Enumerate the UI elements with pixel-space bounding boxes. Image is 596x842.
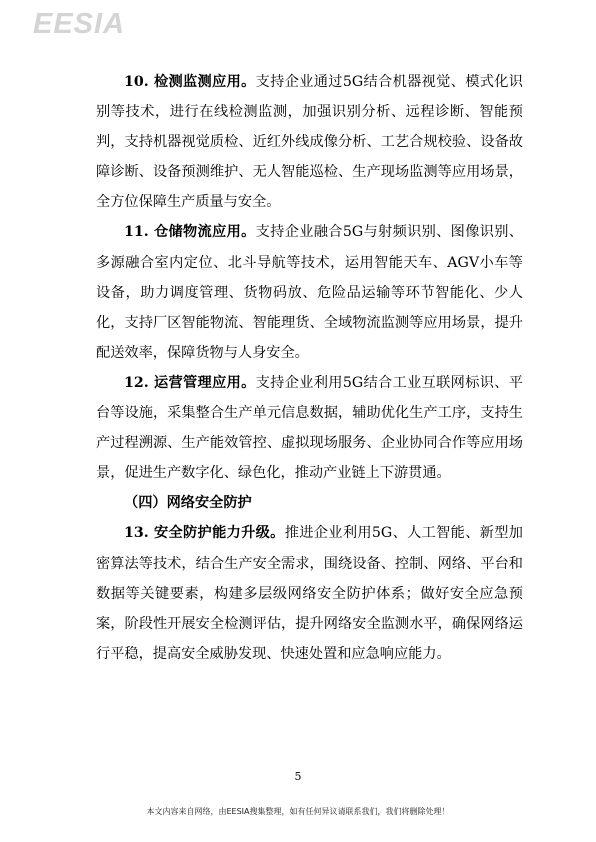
paragraph-item-13 [96,518,523,668]
item-11-body: 支持企业融合5G与射频识别、图像识别、多源融合室内定位、北斗导航等技术，运用智能天车、AGV小车等设备，助力调度管理、货物码放、危险品运输等环节智能化、少人化，支持厂区智能物流、智能理货、全域物流监测等应用场景，提升配送效率，保障货物与人身安全。 [96,224,523,361]
item-13-heading: 13. 安全防护能力升级。 [124,525,285,542]
eesia-logo: EESIA [33,8,126,40]
item-10-heading: 10. 检测监测应用。 [124,74,256,90]
item-10-body: 支持企业通过5G结合机器视觉、模式化识别等技术，进行在线检测监测，加强识别分析、远程诊断、智能预判，支持机器视觉质检、近红外线成像分析、工艺合规校验、设备故障诊断、设备预测维护、无人智能巡检、生产现场监测等应用场景，全方位保障生产质量与安全。 [96,74,523,211]
item-12-body: 支持企业利用5G结合工业互联网标识、平台等设施，采集整合生产单元信息数据，辅助优化生产工序，支持生产过程溯源、生产能效管控、虚拟现场服务、企业协同合作等应用场景，促进生产数字化、绿色化，推动产业链上下游贯通。 [96,374,523,482]
paragraph-item-11 [96,217,523,367]
document-body [96,67,523,669]
page-number: 5 [294,770,302,783]
item-12-heading: 12. 运营管理应用。 [124,374,256,391]
item-13-body: 推进企业利用5G、人工智能、新型加密算法等技术，结合生产安全需求，围绕设备、控制、网络、平台和数据等关键要素，构建多层级网络安全防护体系；做好安全应急预案，阶段性开展安全检测评估，提升网络安全监测水平，确保网络运行平稳，提高安全威胁发现、快速处置和应急响应能力。 [96,525,523,662]
paragraph-item-10 [96,67,523,217]
paragraph-item-12 [96,368,523,488]
section-heading: （四）网络安全防护 [124,495,252,512]
footer-disclaimer: 本文内容来自网络，由EESIA搜集整理，如有任何异议请联系我们，我们将删除处理！ [146,807,450,816]
item-11-heading: 11. 仓储物流应用。 [124,224,256,241]
